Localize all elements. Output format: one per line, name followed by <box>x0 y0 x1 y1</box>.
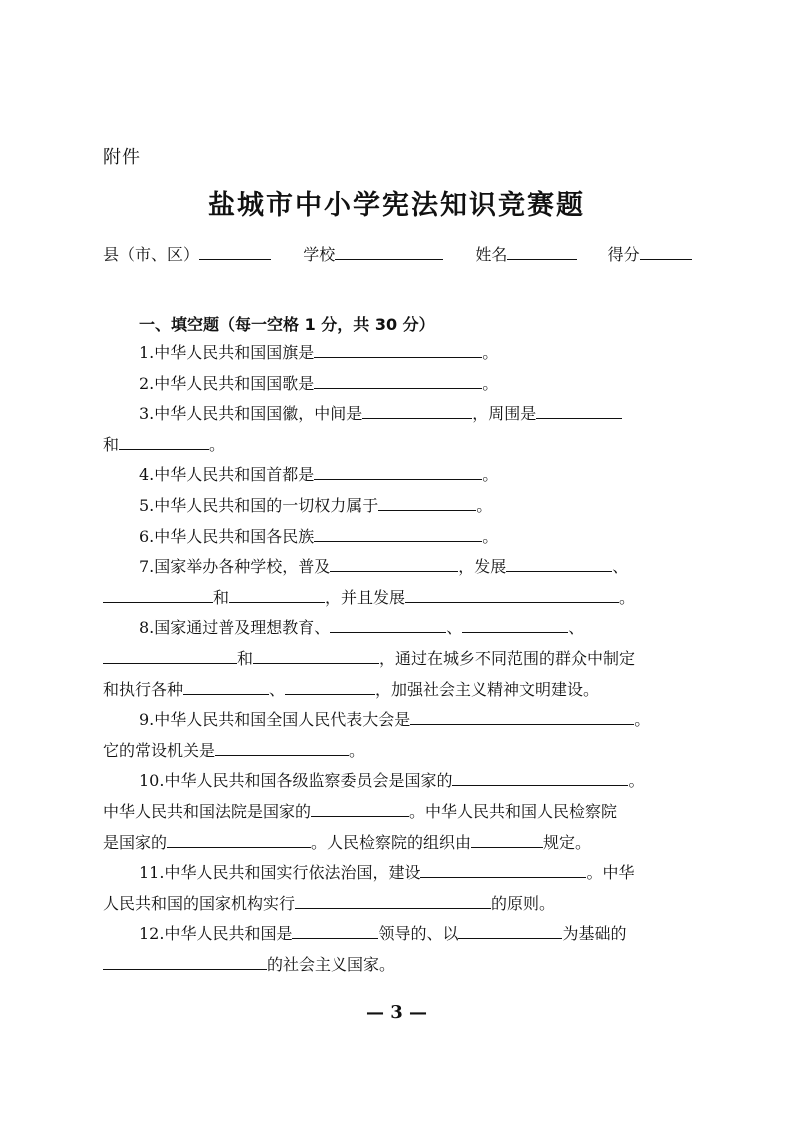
question-text: 。中华人民共和国人民检察院 <box>409 801 618 821</box>
answer-blank[interactable] <box>229 587 325 603</box>
question-9-cont <box>103 736 693 767</box>
answer-blank[interactable] <box>311 801 409 817</box>
answer-blank[interactable] <box>378 495 476 511</box>
question-number: 1. <box>139 343 155 362</box>
question-number: 11. <box>139 863 165 883</box>
question-text: 中华人民共和国是 <box>164 924 293 944</box>
student-info-row <box>103 244 693 266</box>
score-field[interactable] <box>640 244 692 260</box>
question-text: 。 <box>482 373 499 393</box>
answer-blank[interactable] <box>215 740 349 756</box>
question-text: 中华人民共和国各民族 <box>154 526 315 546</box>
answer-blank[interactable] <box>330 617 446 633</box>
question-text: 。 <box>634 710 651 730</box>
question-9 <box>103 705 693 736</box>
question-text: 。 <box>209 434 226 454</box>
question-text: 为基础的 <box>562 924 627 944</box>
question-text: 、 <box>612 557 629 577</box>
question-text: 。 <box>482 526 499 546</box>
question-text: 中华人民共和国法院是国家的 <box>103 801 312 821</box>
answer-blank[interactable] <box>295 893 491 909</box>
question-1 <box>103 338 693 369</box>
question-text: 。中华 <box>586 863 635 883</box>
question-text: 中华人民共和国国歌是 <box>154 373 315 393</box>
question-number: 5. <box>139 495 155 515</box>
question-8-cont <box>103 644 693 675</box>
question-list <box>103 338 693 980</box>
question-number: 3. <box>139 404 155 424</box>
question-number: 8. <box>139 618 155 638</box>
question-text: 的原则。 <box>491 893 556 913</box>
answer-blank[interactable] <box>410 709 634 725</box>
question-number: 6. <box>139 526 155 546</box>
question-text: ，周围是 <box>472 404 537 424</box>
question-3-cont <box>103 430 693 461</box>
answer-blank[interactable] <box>405 587 619 603</box>
question-10-cont2 <box>103 828 693 859</box>
question-number: 12. <box>139 924 165 944</box>
question-text: 中华人民共和国首都是 <box>154 465 315 485</box>
answer-blank[interactable] <box>183 679 269 695</box>
question-text: 中华人民共和国国旗是 <box>154 343 315 362</box>
question-10-cont <box>103 797 693 828</box>
question-7 <box>103 552 693 583</box>
question-text: 国家举办各种学校，普及 <box>154 557 331 577</box>
question-text: 它的常设机关是 <box>103 740 216 760</box>
question-text: 中华人民共和国国徽，中间是 <box>154 404 363 424</box>
question-text: 、 <box>269 679 286 699</box>
question-text: 。 <box>482 465 499 485</box>
question-5 <box>103 491 693 522</box>
question-text: 领导的、以 <box>378 924 459 944</box>
answer-blank[interactable] <box>103 648 237 664</box>
question-text: 。 <box>628 771 645 791</box>
school-label: 学校 <box>303 245 336 264</box>
question-12 <box>103 919 693 950</box>
answer-blank[interactable] <box>314 464 482 480</box>
answer-blank[interactable] <box>506 556 612 572</box>
question-text: 人民共和国的国家机构实行 <box>103 893 296 913</box>
answer-blank[interactable] <box>285 679 375 695</box>
question-number: 2. <box>139 373 155 393</box>
question-11 <box>103 858 693 889</box>
question-6 <box>103 522 693 553</box>
question-text: ，发展 <box>458 557 507 577</box>
answer-blank[interactable] <box>292 923 378 939</box>
question-text: 中华人民共和国各级监察委员会是国家的 <box>164 771 453 791</box>
question-text: 国家通过普及理想教育、 <box>154 618 331 638</box>
attachment-label: 附件 <box>103 147 141 168</box>
question-text: 和 <box>213 587 230 607</box>
question-text: ，通过在城乡不同范围的群众中制定 <box>379 648 636 668</box>
question-7-cont <box>103 583 693 614</box>
answer-blank[interactable] <box>362 403 472 419</box>
answer-blank[interactable] <box>314 526 482 542</box>
question-text: 和 <box>237 648 254 668</box>
question-3 <box>103 399 693 430</box>
question-number: 10. <box>139 771 165 791</box>
answer-blank[interactable] <box>536 403 622 419</box>
question-11-cont <box>103 889 693 920</box>
answer-blank[interactable] <box>253 648 379 664</box>
question-text: 和 <box>103 434 120 454</box>
answer-blank[interactable] <box>314 342 482 358</box>
question-text: 。 <box>476 495 493 515</box>
answer-blank[interactable] <box>314 373 482 389</box>
question-number: 7. <box>139 557 155 577</box>
answer-blank[interactable] <box>167 832 311 848</box>
answer-blank[interactable] <box>119 434 209 450</box>
section-title: 一、填空题（每一空格 1 分，共 30 分） <box>139 315 435 334</box>
question-2 <box>103 369 693 400</box>
question-text: 中华人民共和国实行依法治国，建设 <box>164 863 421 883</box>
answer-blank[interactable] <box>452 770 628 786</box>
name-field[interactable] <box>507 244 577 260</box>
question-number: 4. <box>139 465 155 485</box>
question-12-cont <box>103 950 693 981</box>
answer-blank[interactable] <box>458 923 562 939</box>
answer-blank[interactable] <box>103 954 267 970</box>
question-text: 中华人民共和国的一切权力属于 <box>154 495 379 515</box>
question-text: 的社会主义国家。 <box>267 954 396 974</box>
question-text: 中华人民共和国全国人民代表大会是 <box>154 710 411 730</box>
question-8-cont2 <box>103 675 693 706</box>
page-title: 盐城市中小学宪法知识竞赛题 <box>208 190 585 221</box>
answer-blank[interactable] <box>462 617 568 633</box>
county-field[interactable] <box>199 244 271 260</box>
question-text: ，加强社会主义精神文明建设。 <box>375 679 600 699</box>
question-8 <box>103 613 693 644</box>
answer-blank[interactable] <box>330 556 458 572</box>
question-text: 、 <box>446 618 463 638</box>
question-10 <box>103 766 693 797</box>
question-text: 。 <box>482 343 499 362</box>
county-label: 县（市、区） <box>103 245 200 264</box>
name-label: 姓名 <box>475 245 508 264</box>
answer-blank[interactable] <box>103 587 213 603</box>
page-number: — 3 — <box>365 1002 428 1023</box>
question-text: ，并且发展 <box>325 587 406 607</box>
question-text: 和执行各种 <box>103 679 184 699</box>
question-text: 。人民检察院的组织由 <box>311 832 472 852</box>
question-number: 9. <box>139 710 155 730</box>
question-text: 。 <box>619 587 636 607</box>
question-text: 规定。 <box>543 832 592 852</box>
answer-blank[interactable] <box>420 862 586 878</box>
question-4 <box>103 460 693 491</box>
school-field[interactable] <box>335 244 443 260</box>
question-text: 。 <box>349 740 366 760</box>
answer-blank[interactable] <box>471 832 543 848</box>
question-text: 是国家的 <box>103 832 168 852</box>
question-text: 、 <box>568 618 585 638</box>
score-label: 得分 <box>607 245 640 264</box>
